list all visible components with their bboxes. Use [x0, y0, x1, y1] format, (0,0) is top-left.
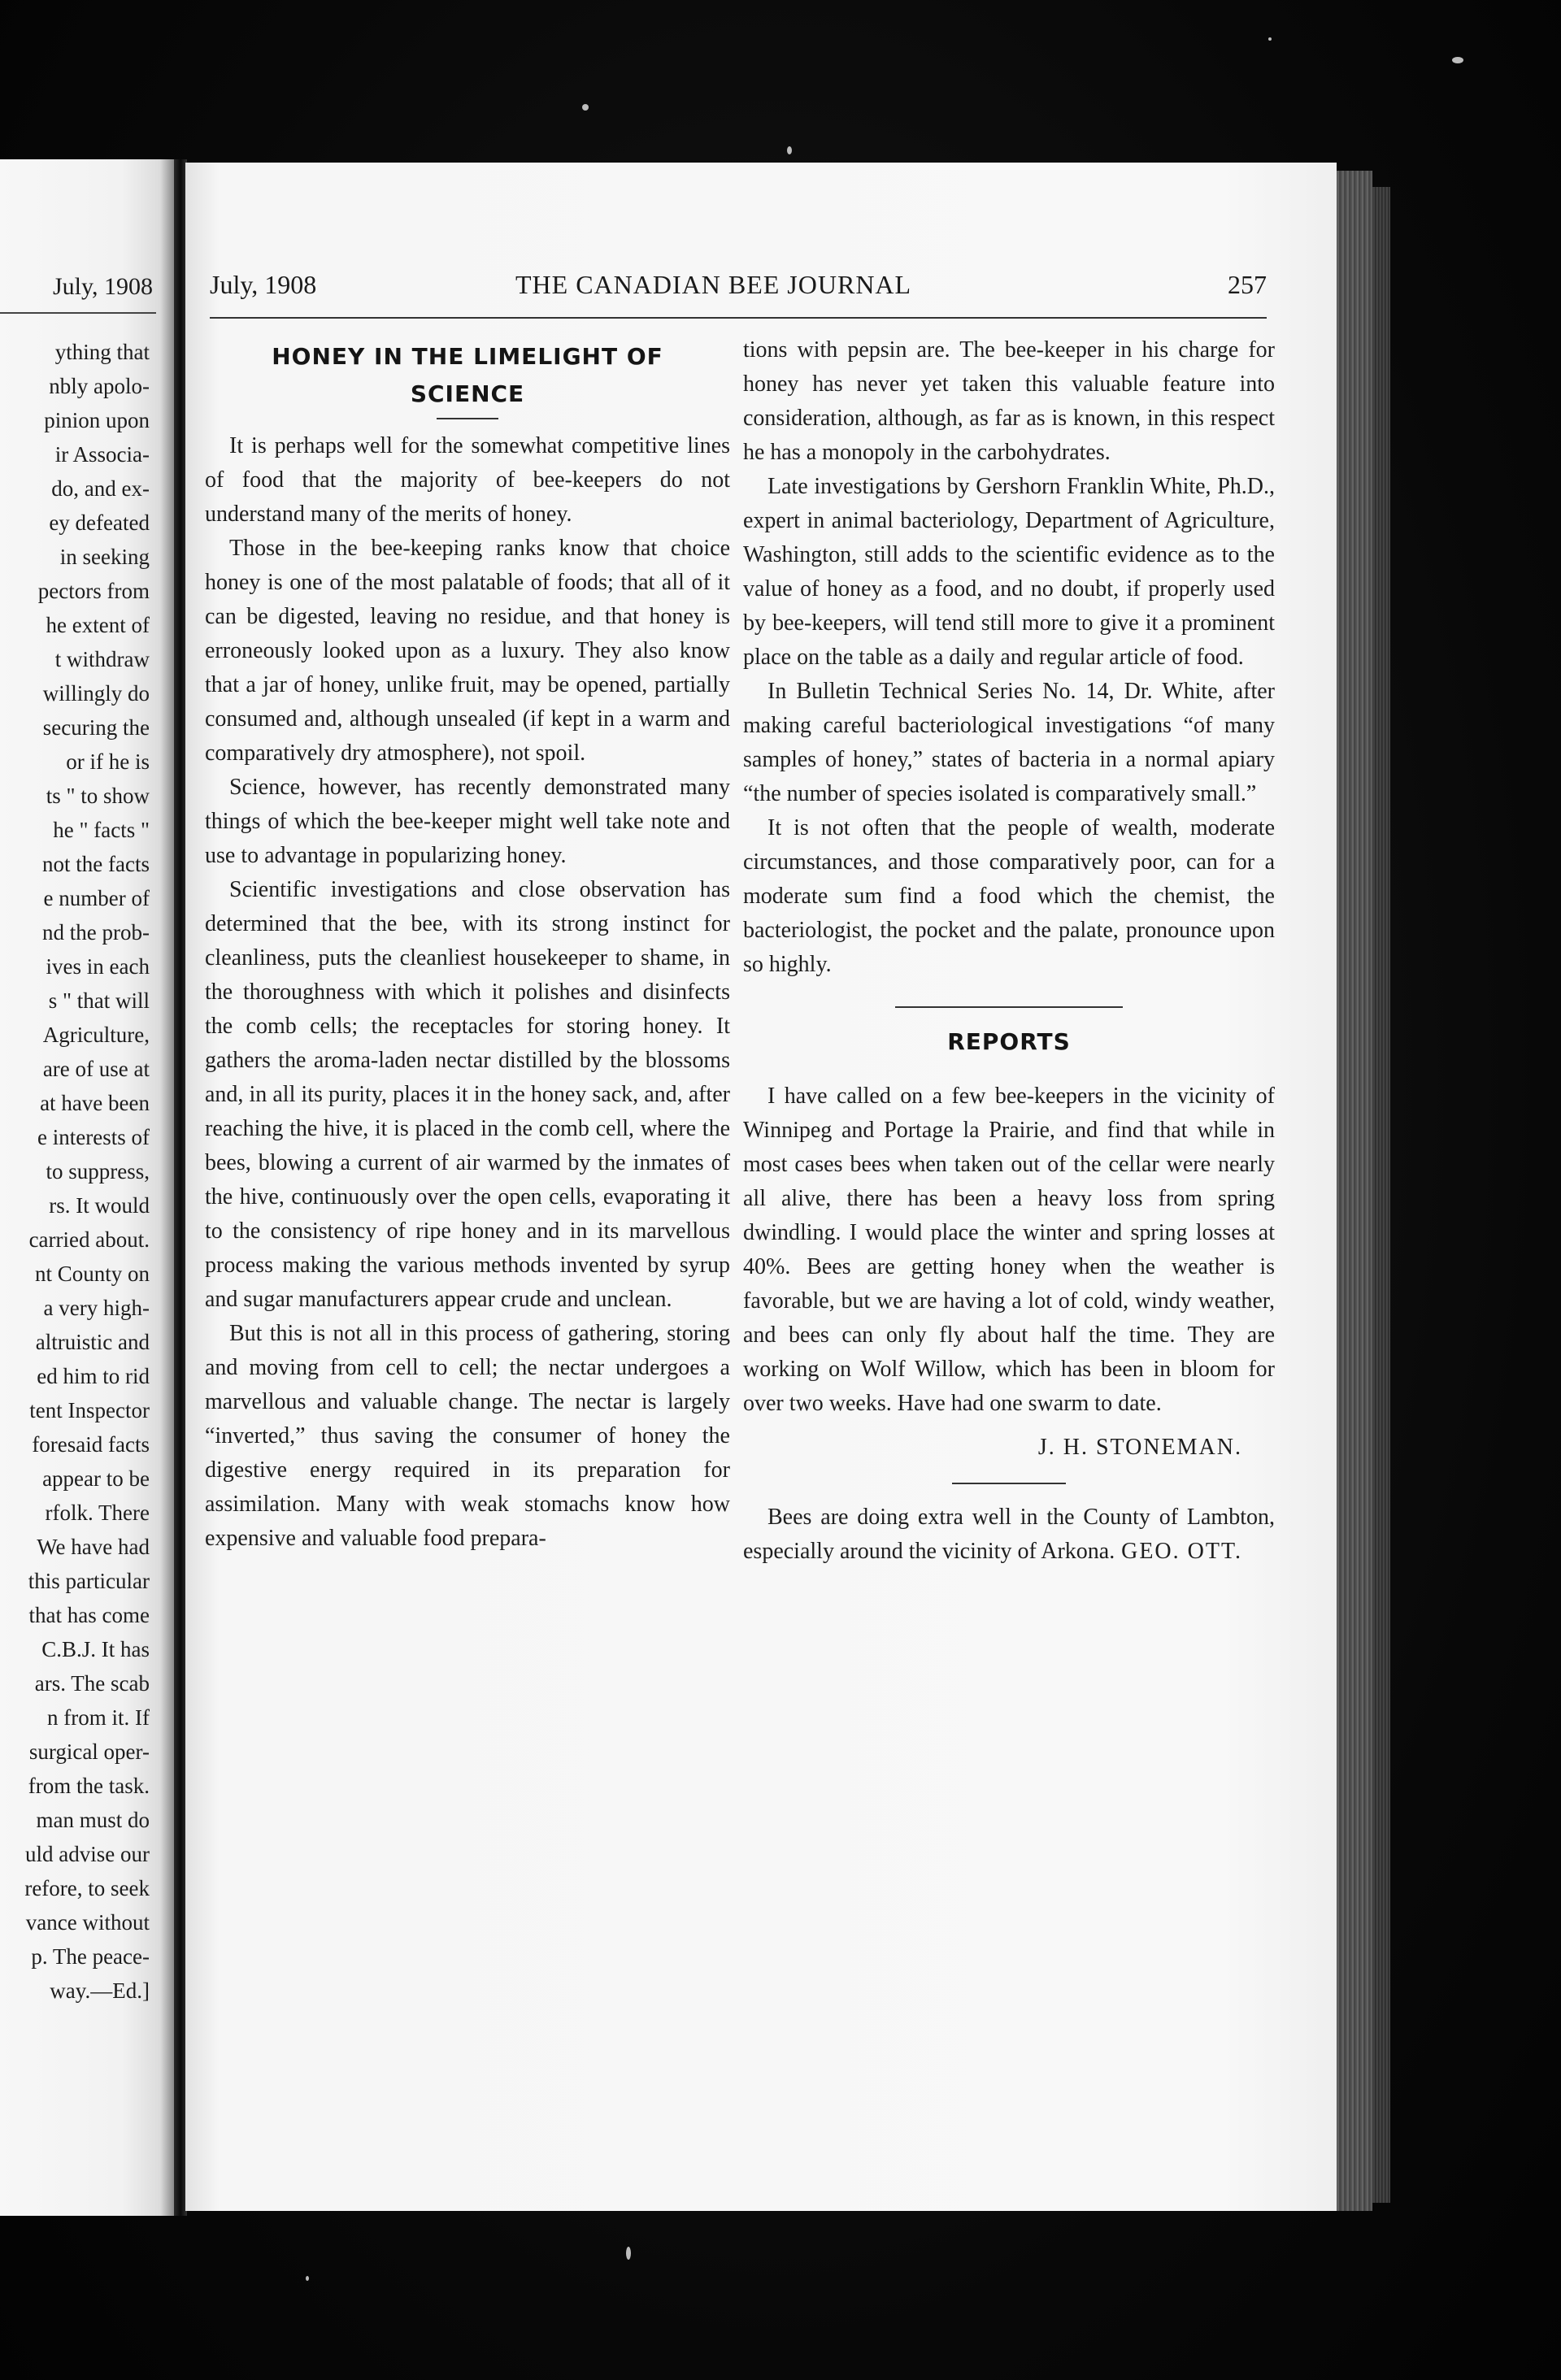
journal-title: THE CANADIAN BEE JOURNAL [515, 270, 912, 299]
right-column [743, 333, 1275, 1569]
left-page-line: uld advise our [25, 1842, 150, 1866]
report-divider [952, 1483, 1066, 1484]
left-page-date: July, 1908 [52, 273, 153, 300]
left-page-header [0, 273, 174, 306]
left-page-line: C.B.J. It has [41, 1637, 150, 1661]
left-page-line: e interests of [37, 1125, 150, 1149]
left-page-line: tent Inspector [29, 1398, 150, 1422]
left-page-line: that has come [28, 1603, 150, 1627]
left-page-line: rfolk. There [45, 1501, 150, 1525]
left-page-line: at have been [40, 1091, 150, 1115]
article-paragraph: It is perhaps well for the somewhat competitive lines of food that the majority of bee-keepers do not understand many of the merits of honey. [205, 433, 730, 527]
left-page-line: to suppress, [46, 1159, 150, 1183]
page-number: 257 [1228, 270, 1267, 299]
left-page-line: e number of [43, 886, 150, 910]
dust-speck [306, 2276, 309, 2281]
dust-speck [787, 146, 792, 154]
header-rule [210, 317, 1267, 319]
left-page-line: altruistic and [35, 1330, 150, 1354]
report-block [743, 1501, 1275, 1569]
report-signature: GEO. OTT. [1121, 1539, 1242, 1564]
left-page-text [0, 335, 150, 2008]
left-page-line: pinion upon [44, 408, 150, 432]
article-paragraph: Late investigations by Gershorn Franklin White, Ph.D., expert in animal bacteriology, Department of Agriculture, Washington, still adds to the scientific evidence as to the value of honey as a food, and no doubt, if properly used by bee-keepers, will tend still more to give it a prominent place on the table as a daily and regular article of food. [743, 474, 1275, 670]
left-page-line: p. The peace- [31, 1944, 150, 1969]
report-paragraph: Bees are doing extra well in the County of Lambton, especially around the vicinity of Arkona. [743, 1505, 1275, 1564]
header-date: July, 1908 [210, 270, 317, 299]
left-page-line: ives in each [46, 954, 150, 979]
left-page-line: carried about. [28, 1227, 150, 1252]
left-page-line: a very high- [43, 1296, 150, 1320]
left-page-line: he " facts " [53, 818, 150, 842]
left-page-line: ir Associa- [54, 442, 150, 467]
left-page-line: ey defeated [49, 510, 150, 535]
dust-speck [1268, 37, 1272, 41]
article-paragraph: It is not often that the people of wealth, moderate circumstances, and those comparatively poor, can for a moderate sum find a food which the chemist, the bacteriologist, the pocket and the palate, pronounce upon so highly. [743, 815, 1275, 977]
left-page-line: ts " to show [46, 784, 150, 808]
page-block-edge [1337, 171, 1372, 2211]
left-page-line: in seeking [59, 545, 150, 569]
left-page-line: pectors from [37, 579, 150, 603]
article-paragraph: Those in the bee-keeping ranks know that choice honey is one of the most palatable of foods; that all of it can be digested, leaving no residue, and that honey is erroneously looked upon as a luxury. They also know that a jar of honey, unlike fruit, may be opened, partially consumed and, although unsealed (if kept in a warm and comparatively dry atmosphere), not spoil. [205, 536, 730, 766]
left-page-line: do, and ex- [51, 476, 150, 501]
report-paragraph: I have called on a few bee-keepers in the vicinity of Winnipeg and Portage la Prairie, and find that while in most cases bees when taken out of the cellar were nearly all alive, there has been a heavy loss from spring dwindling. I would place the winter and spring losses at 40%. Bees are getting honey when the weather is favorable, but we are having a lot of cold, windy weather, and bees can only fly about half the time. They are working on Wolf Willow, which has been in bloom for over two weeks. Have had one swarm to date. [743, 1084, 1275, 1416]
left-page-line: he extent of [46, 613, 150, 637]
left-page-line: We have had [37, 1535, 150, 1559]
report-signature: J. H. STONEMAN. [1037, 1435, 1242, 1460]
left-page-line: securing the [42, 715, 150, 740]
left-page-line: not the facts [42, 852, 150, 876]
left-page-line: way.—Ed.] [50, 1978, 150, 2003]
dust-speck [1452, 57, 1463, 63]
reports-title: REPORTS [947, 1028, 1071, 1055]
article-title-line1: HONEY IN THE LIMELIGHT OF [272, 343, 663, 370]
left-page-line: nbly apolo- [49, 374, 150, 398]
title-rule [437, 418, 498, 419]
left-page-line: s " that will [48, 988, 150, 1013]
left-page-line: surgical oper- [28, 1739, 150, 1764]
article-paragraph: But this is not all in this process of gathering, storing and moving from cell to cell; the nectar undergoes a marvellous and valuable change. The nectar is largely “inverted,” thus saving the consumer of honey the digestive energy required in its preparation for assimilation. Many with weak stomachs know how expensive and valuable food prepara- [205, 1321, 730, 1551]
left-page-line: Agriculture, [42, 1023, 150, 1047]
left-page-line: man must do [36, 1808, 150, 1832]
left-header-rule [0, 312, 156, 314]
left-column [205, 333, 730, 1556]
left-page-line: refore, to seek [24, 1876, 150, 1900]
left-page-line: nd the prob- [42, 920, 150, 945]
left-page-line: n from it. If [47, 1705, 150, 1730]
left-page-line: t withdraw [54, 647, 150, 671]
left-page-line: foresaid facts [32, 1432, 150, 1457]
article-title-line2: SCIENCE [410, 380, 525, 407]
left-page-line: from the task. [28, 1774, 150, 1798]
left-page-line: this particular [28, 1569, 150, 1593]
left-page-line: ed him to rid [37, 1364, 150, 1388]
left-page-line: are of use at [42, 1057, 150, 1081]
dust-speck [582, 104, 589, 111]
left-page-line: appear to be [42, 1466, 150, 1491]
article-title [205, 333, 730, 413]
left-page-line: rs. It would [49, 1193, 150, 1218]
left-page-line: or if he is [66, 749, 150, 774]
left-page-fragment [0, 159, 174, 2216]
section-rule [895, 1006, 1123, 1008]
article-paragraph: Science, however, has recently demonstrated many things of which the bee-keeper might well take note and use to advantage in popularizing honey. [205, 775, 730, 868]
left-page-line: nt County on [34, 1262, 150, 1286]
article-paragraph: tions with pepsin are. The bee-keeper in his charge for honey has never yet taken this valuable feature into consideration, although, as far as is known, in this respect he has a monopoly in the carbohydrates. [743, 337, 1275, 465]
article-paragraph: In Bulletin Technical Series No. 14, Dr. White, after making careful bacteriological investigations “of many samples of honey,” states of bacteria in a normal apiary “the number of species isolated is comparatively small.” [743, 679, 1275, 806]
dust-speck [626, 2247, 631, 2260]
running-header [210, 270, 1267, 306]
page-block-edge [1372, 187, 1390, 2203]
article-paragraph: Scientific investigations and close observation has determined that the bee, with its strong instinct for cleanliness, puts the cleanliest housekeeper to shame, in the thoroughness with which it polishes and disinfects the comb cells; the receptacles for storing honey. It gathers the aroma-laden nectar distilled by the blossoms and, in all its purity, places it in the honey sack, and, after reaching the hive, it is placed in the comb cell, where the bees, blowing a current of air warmed by the inmates of the hive, continuously over the open cells, evaporating it to the consistency of ripe honey and in its marvellous process making the various methods invented by syrup and sugar manufacturers appear crude and unclean. [205, 877, 730, 1312]
left-page-line: ars. The scab [34, 1671, 150, 1696]
left-page-line: ything that [54, 340, 150, 364]
left-page-line: vance without [25, 1910, 150, 1935]
left-page-line: willingly do [42, 681, 150, 706]
journal-page [185, 163, 1337, 2211]
